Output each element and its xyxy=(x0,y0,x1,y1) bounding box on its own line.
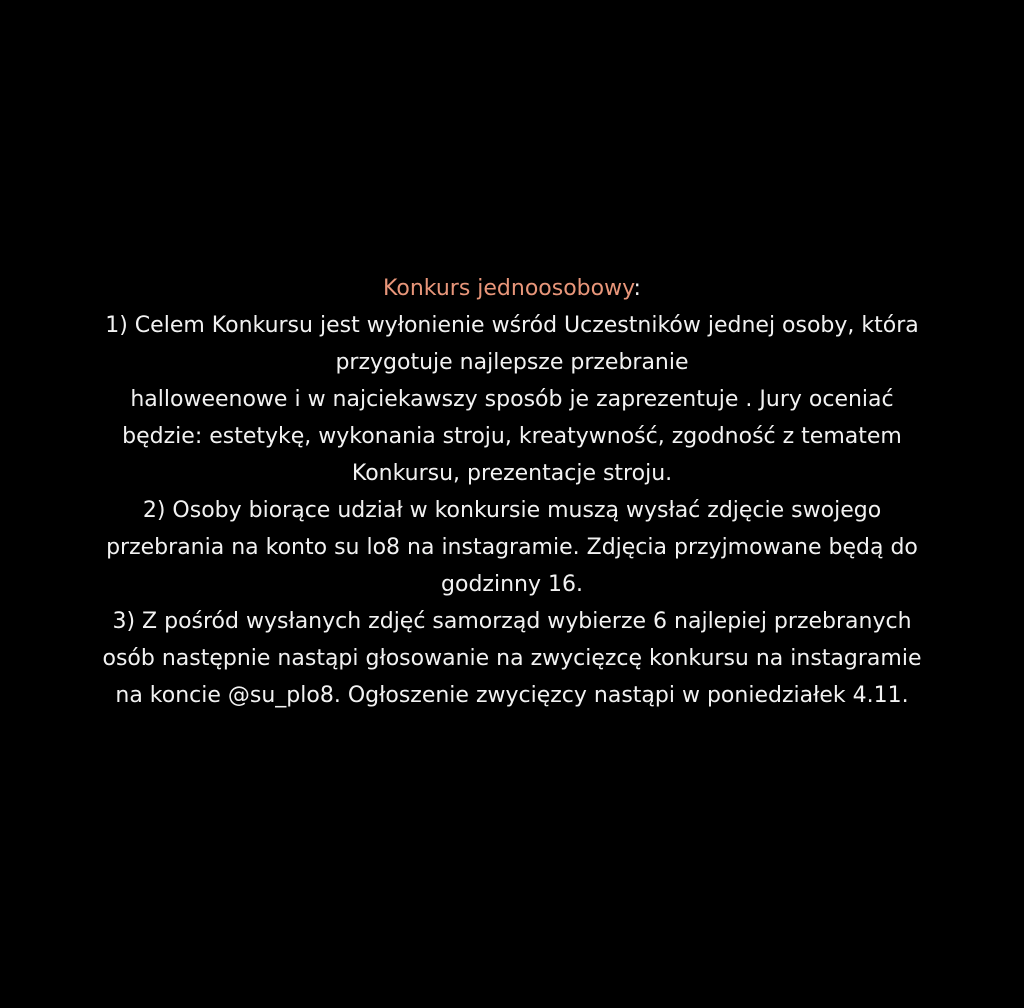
contest-heading-colon: : xyxy=(633,276,641,301)
contest-heading-accent: Konkurs jednoosobowy xyxy=(383,276,634,301)
rule-1-line-1: 1) Celem Konkursu jest wyłonienie wśród Uczestników jednej osoby, która xyxy=(105,313,919,338)
contest-heading xyxy=(0,270,1024,307)
rule-3-line-3: na koncie @su_plo8. Ogłoszenie zwycięzcy nastąpi w poniedziałek 4.11. xyxy=(115,683,909,708)
rule-2-line-2: przebrania na konto su lo8 na instagramie. Zdjęcia przyjmowane będą do xyxy=(106,535,918,560)
rule-1-line-4: będzie: estetykę, wykonania stroju, kreatywność, zgodność z tematem xyxy=(122,424,902,449)
rule-3-line-2: osób następnie nastąpi głosowanie na zwycięzcę konkursu na instagramie xyxy=(102,646,922,671)
rule-1-line-5: Konkursu, prezentacje stroju. xyxy=(351,461,673,486)
rule-2-line-1: 2) Osoby biorące udział w konkursie muszą wysłać zdjęcie swojego xyxy=(142,498,882,523)
rule-1-line-2: przygotuje najlepsze przebranie xyxy=(335,350,689,375)
rule-3-line-1: 3) Z pośród wysłanych zdjęć samorząd wybierze 6 najlepiej przebranych xyxy=(112,609,912,634)
rule-2-line-3: godzinny 16. xyxy=(441,572,583,597)
contest-rules-text xyxy=(0,270,1024,714)
rule-1-line-3: halloweenowe i w najciekawszy sposób je zaprezentuje . Jury oceniać xyxy=(130,387,894,412)
